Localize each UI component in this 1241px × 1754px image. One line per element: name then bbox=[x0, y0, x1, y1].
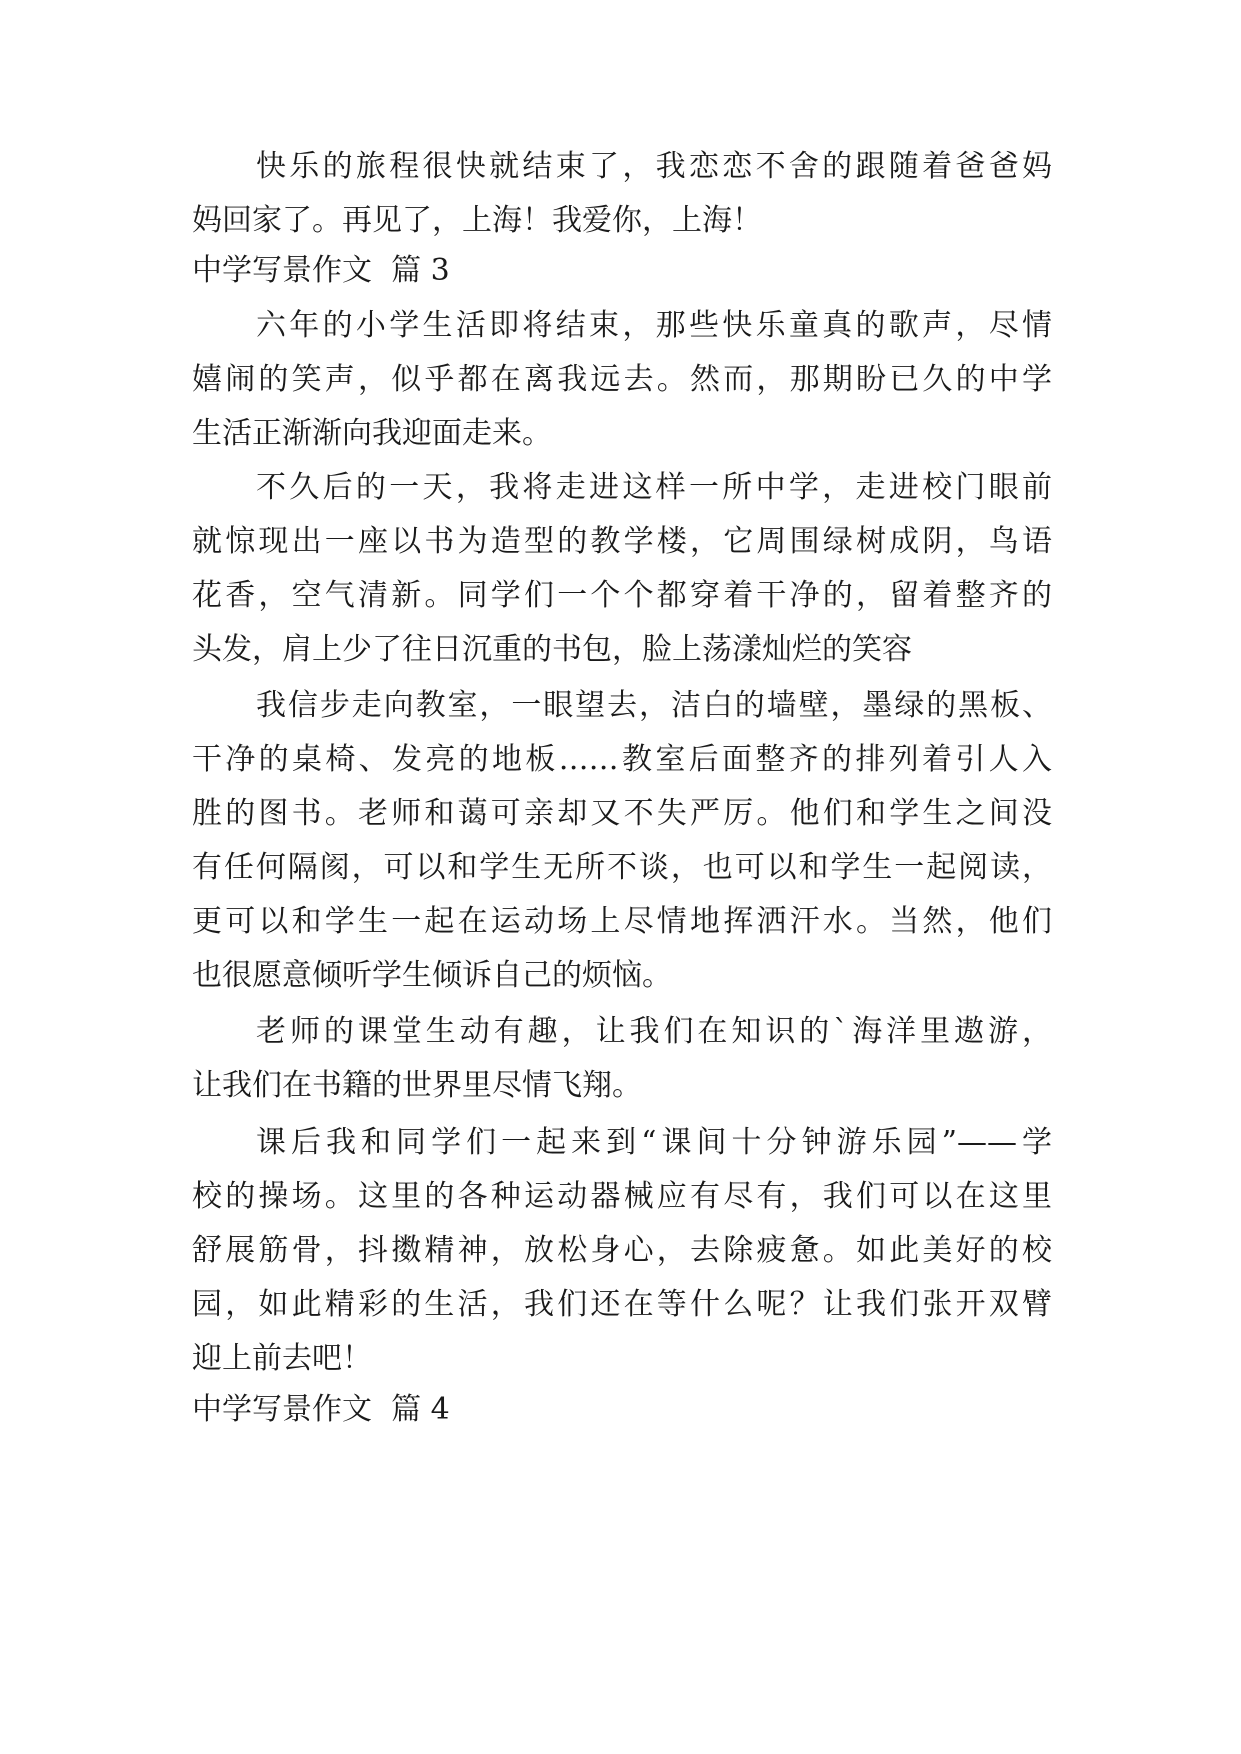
paragraph-line: 校的操场。这里的各种运动器械应有尽有，我们可以在这里 bbox=[192, 1179, 1052, 1214]
paragraph-line: 有任何隔阂，可以和学生无所不谈，也可以和学生一起阅读， bbox=[192, 850, 1052, 885]
section-heading: 中学写景作文 篇 4 bbox=[192, 1392, 450, 1427]
paragraph-line: 舒展筋骨，抖擞精神，放松身心，去除疲惫。如此美好的校 bbox=[192, 1233, 1052, 1268]
section-heading: 中学写景作文 篇 3 bbox=[192, 253, 450, 288]
paragraph-line: 老师的课堂生动有趣，让我们在知识的`海洋里遨游， bbox=[256, 1014, 1052, 1049]
paragraph-line: 干净的桌椅、发亮的地板……教室后面整齐的排列着引人入 bbox=[192, 742, 1052, 777]
paragraph-line: 不久后的一天，我将走进这样一所中学，走进校门眼前 bbox=[256, 470, 1052, 505]
paragraph-line: 迎上前去吧！ bbox=[192, 1341, 372, 1376]
paragraph-line: 胜的图书。老师和蔼可亲却又不失严厉。他们和学生之间没 bbox=[192, 796, 1052, 831]
paragraph-line: 就惊现出一座以书为造型的教学楼，它周围绿树成阴，鸟语 bbox=[192, 524, 1052, 559]
paragraph-line: 快乐的旅程很快就结束了，我恋恋不舍的跟随着爸爸妈 bbox=[256, 149, 1052, 184]
paragraph-line: 生活正渐渐向我迎面走来。 bbox=[192, 416, 552, 451]
paragraph-line: 嬉闹的笑声，似乎都在离我远去。然而，那期盼已久的中学 bbox=[192, 362, 1052, 397]
paragraph-line: 花香，空气清新。同学们一个个都穿着干净的，留着整齐的 bbox=[192, 578, 1052, 613]
paragraph-line: 更可以和学生一起在运动场上尽情地挥洒汗水。当然，他们 bbox=[192, 904, 1052, 939]
paragraph-line: 头发，肩上少了往日沉重的书包，脸上荡漾灿烂的笑容 bbox=[192, 632, 912, 667]
paragraph-line: 六年的小学生活即将结束，那些快乐童真的歌声，尽情 bbox=[256, 308, 1052, 343]
paragraph-line: 也很愿意倾听学生倾诉自己的烦恼。 bbox=[192, 958, 672, 993]
paragraph-line: 课后我和同学们一起来到“课间十分钟游乐园”——学 bbox=[256, 1125, 1052, 1160]
paragraph-line: 我信步走向教室，一眼望去，洁白的墙壁，墨绿的黑板、 bbox=[256, 688, 1052, 723]
paragraph-line: 妈回家了。再见了，上海！我爱你，上海！ bbox=[192, 203, 762, 238]
paragraph-line: 园，如此精彩的生活，我们还在等什么呢？让我们张开双臂 bbox=[192, 1287, 1052, 1322]
paragraph-line: 让我们在书籍的世界里尽情飞翔。 bbox=[192, 1068, 642, 1103]
